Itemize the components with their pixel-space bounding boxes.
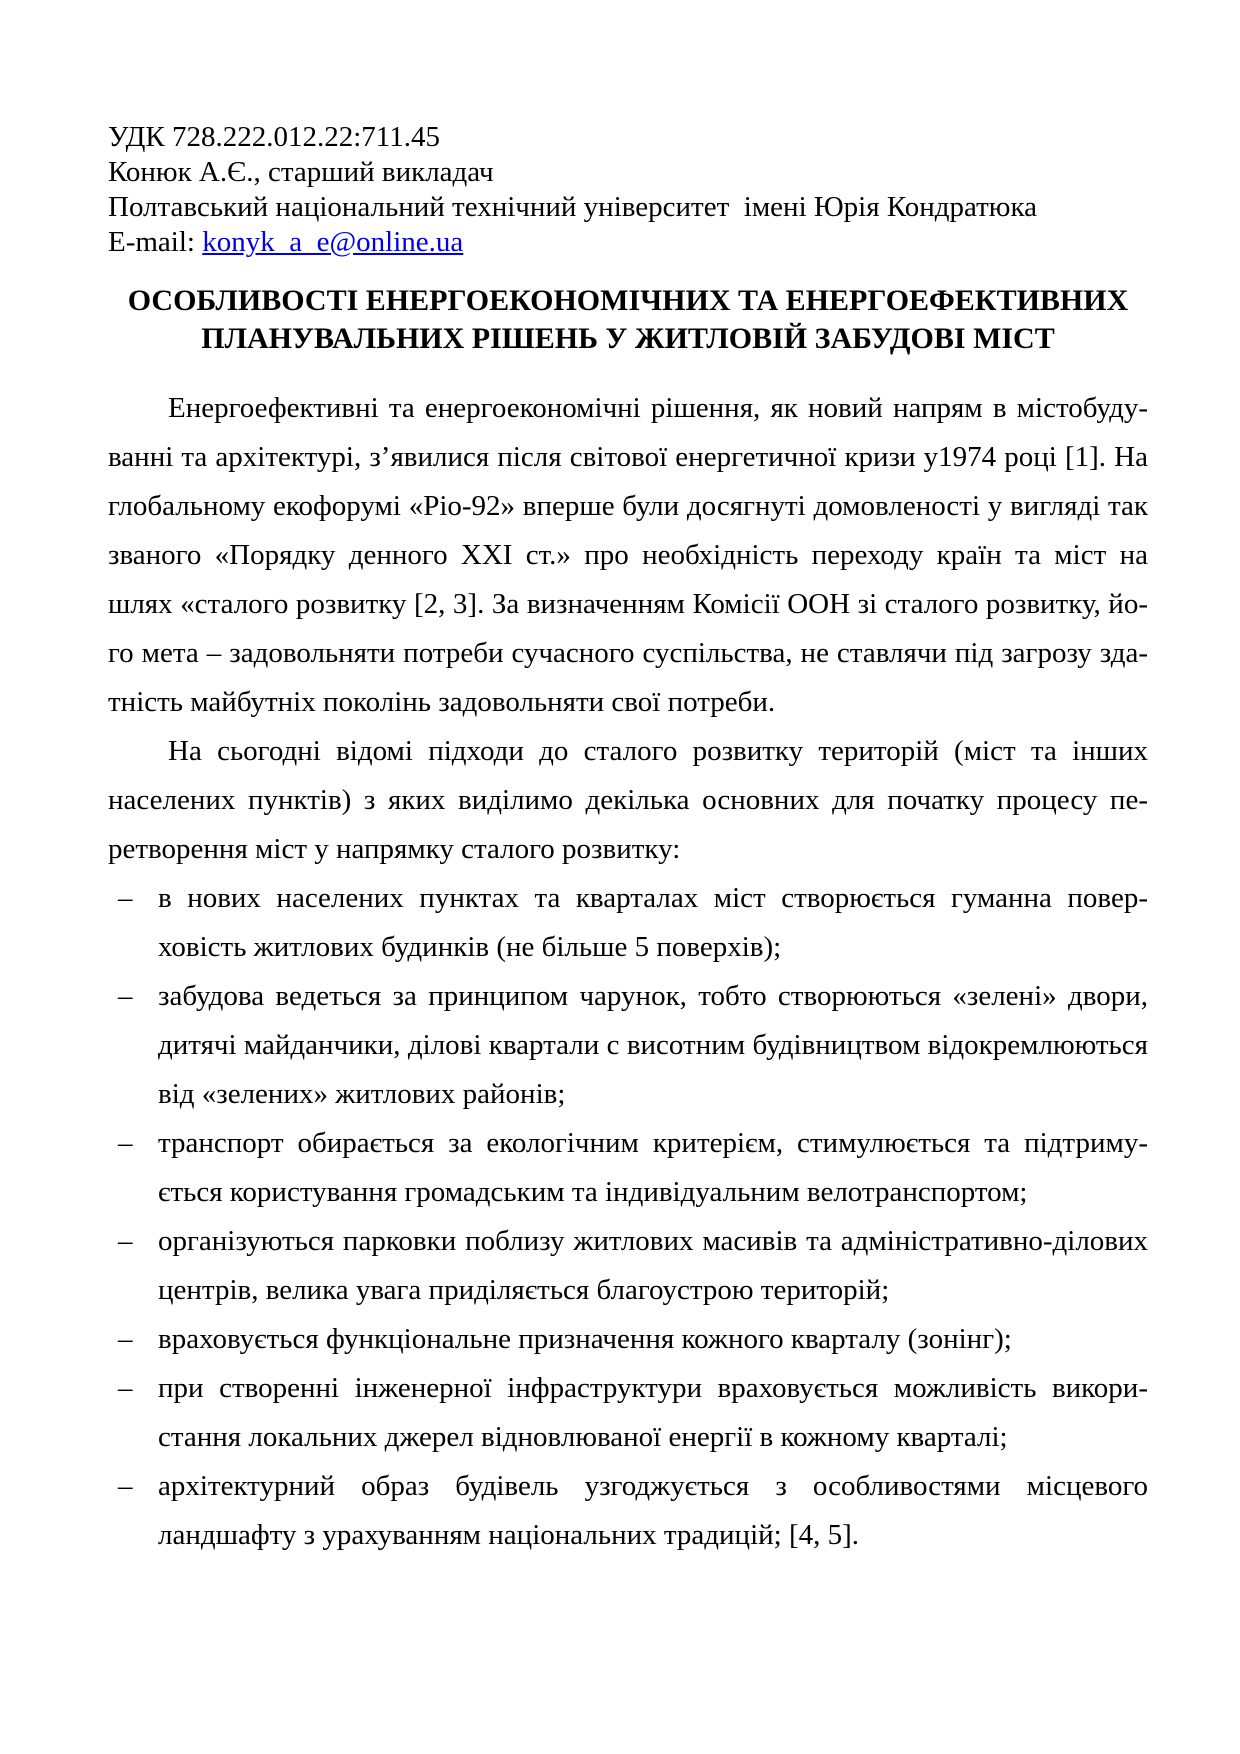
paragraph-1: Енергоефективні та енергоекономічні рішення, як новий напрям в містобудуванні та архітектурі, з’явилися після світової енергетичної кризи у1974 році [1]. На глобальному екофорумі «Ріо-92» вперше були досягнуті домовленості у вигляді так званого «Порядку денного XXI ст.» про необхідність переходу країн та міст на шлях «сталого розвитку [2, 3]. За визначенням Комісії ООН зі сталого розвитку, його мета – задовольняти потреби сучасного суспільства, не ставлячи під загрозу здатність майбутніх поколінь задовольняти свої потреби.	[108, 392, 1148, 718]
list-item	[108, 972, 1148, 1119]
list-item	[108, 1315, 1148, 1364]
author-line: Конюк А.Є., старший викладач	[108, 156, 494, 188]
list-item-dash: –	[118, 980, 133, 1012]
paragraph-2: На сьогодні відомі підходи до сталого розвитку територій (міст та інших населених пунктів) з яких виділимо декілька основних для початку процесу перетворення міст у напрямку сталого розвитку:	[108, 735, 1148, 865]
list-item-dash: –	[118, 1372, 133, 1404]
list-item-text: при створенні інженерної інфраструктури враховується можливість використання локальних джерел відновлюваної енергії в кожному кварталі;	[158, 1372, 1148, 1453]
paper-title	[108, 282, 1148, 358]
list-item-dash: –	[118, 1470, 133, 1502]
list-item-text: архітектурний образ будівель узгоджується з особливостями місцевого ландшафту з урахуванням національних традицій; [4, 5].	[158, 1470, 1148, 1551]
list-item	[108, 1119, 1148, 1217]
email-link[interactable]: konyk_a_e@online.ua	[202, 226, 464, 258]
paper-title-line-2: ПЛАНУВАЛЬНИХ РІШЕНЬ У ЖИТЛОВІЙ ЗАБУДОВІ МІСТ	[201, 322, 1055, 355]
list-item-text: в нових населених пунктах та кварталах міст створюється гуманна поверховість житлових будинків (не більше 5 поверхів);	[158, 882, 1148, 963]
list-item-text: забудова ведеться за принципом чарунок, тобто створюються «зелені» двори, дитячі майданчики, ділові квартали с висотним будівництвом відокремлюються від «зелених» житлових районів;	[158, 980, 1148, 1110]
list-item	[108, 874, 1148, 972]
udc-line: УДК 728.222.012.22:711.45	[108, 121, 440, 153]
list-item-dash: –	[118, 882, 133, 914]
list-item	[108, 1217, 1148, 1315]
list-item-text: транспорт обирається за екологічним критерієм, стимулюється та підтримується користування громадським та індивідуальним велотранспортом;	[158, 1127, 1148, 1208]
email-label: E-mail:	[108, 226, 203, 258]
list-item-dash: –	[118, 1225, 133, 1257]
dash-list	[108, 874, 1148, 1560]
email-line	[108, 225, 1148, 260]
paper-title-line-1: ОСОБЛИВОСТІ ЕНЕРГОЕКОНОМІЧНИХ ТА ЕНЕРГОЕФЕКТИВНИХ	[127, 284, 1129, 317]
list-item-text: враховується функціональне призначення кожного кварталу (зонінг);	[158, 1323, 1012, 1355]
list-item-dash: –	[118, 1323, 133, 1355]
affiliation-line: Полтавський національний технічний університет імені Юрія Кондратюка	[108, 191, 1037, 223]
list-item-dash: –	[118, 1127, 133, 1159]
document-body	[108, 384, 1148, 1560]
list-item	[108, 1364, 1148, 1462]
document-header	[108, 120, 1148, 260]
list-item-text: організуються парковки поблизу житлових масивів та адміністративно-ділових центрів, велика увага приділяється благоустрою територій;	[158, 1225, 1148, 1306]
list-item	[108, 1462, 1148, 1560]
